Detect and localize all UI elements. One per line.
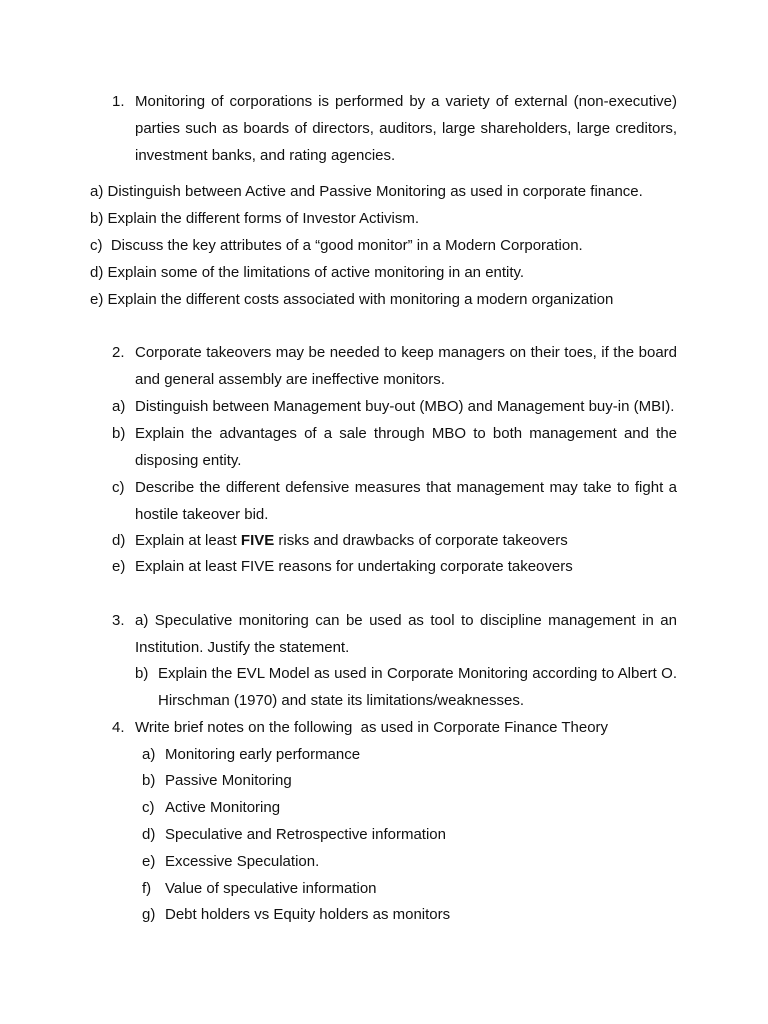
question-4-item-e: Excessive Speculation. (165, 853, 320, 870)
question-2-part-d-bold: FIVE (240, 532, 275, 549)
question-2-part-a-label: a) (112, 398, 126, 415)
question-4-item-b: Passive Monitoring (165, 772, 292, 789)
question-2-part-b-label: b) (112, 425, 126, 442)
question-2-part-d-label: d) (112, 532, 126, 549)
question-4-item-a: Monitoring early performance (165, 746, 361, 763)
question-4-text: Write brief notes on the following as used in Corporate Finance Theory (135, 719, 609, 736)
question-4-number: 4. (112, 719, 125, 736)
question-4-item-f-label: f) (142, 880, 152, 897)
question-1-part-a: a) Distinguish between Active and Passive Monitoring as used in corporate finance. (90, 183, 643, 200)
question-3-number: 3. (112, 612, 125, 629)
question-4-item-f: Value of speculative information (165, 880, 377, 897)
question-4-item-c: Active Monitoring (165, 799, 281, 816)
question-4-item-a-label: a) (142, 746, 156, 763)
question-4-item-c-label: c) (142, 799, 155, 816)
question-3-part-b-label: b) (135, 665, 149, 682)
question-2-part-b: Explain the advantages of a sale through MBO to both management and the disposing entity. (135, 425, 677, 469)
question-2-part-d-post: risks and drawbacks of corporate takeovers (274, 532, 568, 549)
question-1-text: Monitoring of corporations is performed by a variety of external (non-executive) parties such as boards of directors, auditors, large shareholders, large creditors, investment banks, and rating agencies. (135, 93, 677, 164)
question-4-item-g-label: g) (142, 906, 156, 923)
question-2-part-a: Distinguish between Management buy-out (MBO) and Management buy-in (MBI). (135, 398, 675, 415)
question-1-part-e: e) Explain the different costs associated with monitoring a modern organization (90, 291, 614, 308)
question-2-number: 2. (112, 344, 125, 361)
question-4-item-e-label: e) (142, 853, 156, 870)
question-1-number: 1. (112, 93, 125, 110)
question-2-part-c-label: c) (112, 479, 125, 496)
question-1-part-b: b) Explain the different forms of Investor Activism. (90, 210, 420, 227)
question-2-text: Corporate takeovers may be needed to keep managers on their toes, if the board and general assembly are ineffective monitors. (135, 344, 677, 388)
question-2-part-e: Explain at least FIVE reasons for undertaking corporate takeovers (135, 558, 573, 575)
question-4-item-d-label: d) (142, 826, 156, 843)
question-4-item-b-label: b) (142, 772, 156, 789)
question-2-part-d-pre: Explain at least (135, 532, 241, 549)
question-2-part-d (135, 528, 677, 555)
question-4-item-g: Debt holders vs Equity holders as monitors (165, 906, 451, 923)
question-2-part-e-label: e) (112, 558, 126, 575)
question-1-part-c: c) Discuss the key attributes of a “good monitor” in a Modern Corporation. (90, 237, 583, 254)
question-2-part-c: Describe the different defensive measures that management may take to fight a hostile takeover bid. (135, 479, 677, 523)
question-3-text: a) Speculative monitoring can be used as tool to discipline management in an Institution. Justify the statement. (135, 612, 677, 656)
question-3-part-b: Explain the EVL Model as used in Corporate Monitoring according to Albert O. Hirschman (1970) and state its limitations/weaknesses. (158, 665, 677, 709)
question-4-item-d: Speculative and Retrospective information (165, 826, 446, 843)
question-1-part-d: d) Explain some of the limitations of active monitoring in an entity. (90, 264, 525, 281)
